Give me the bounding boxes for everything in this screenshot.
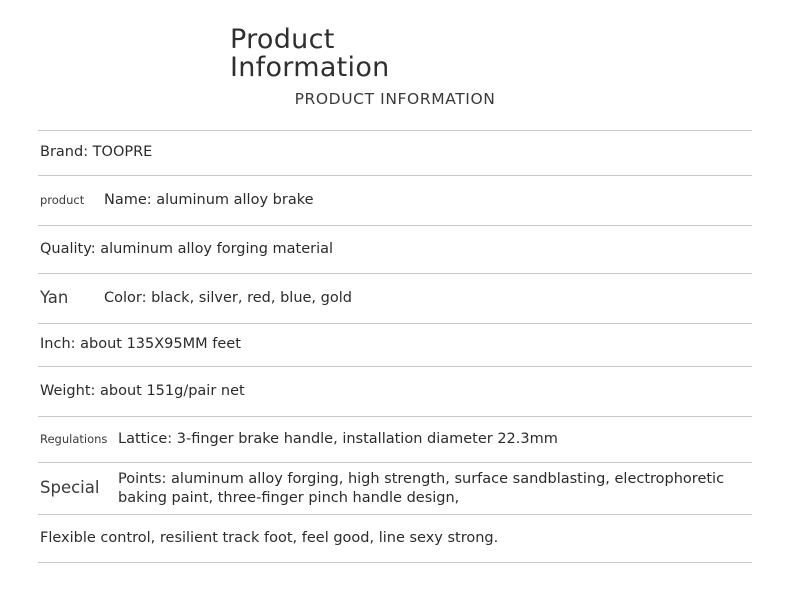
row-value-quality: Quality: aluminum alloy forging material (40, 241, 334, 258)
page-title-line-2: Information (230, 51, 390, 83)
row-value-points: Points: aluminum alloy forging, high strength, surface sandblasting, electrophoretic baking paint, three-finger pinch handle design, (118, 471, 725, 506)
table-row (38, 226, 752, 274)
table-row (38, 417, 752, 463)
row-value-brand: Brand: TOOPRE (40, 144, 153, 161)
specification-table (38, 130, 752, 597)
table-row (38, 515, 752, 563)
row-label-special: Special (40, 478, 100, 498)
row-value-name: Name: aluminum alloy brake (104, 191, 314, 208)
table-row (38, 274, 752, 324)
row-value-weight: Weight: about 151g/pair net (40, 383, 245, 400)
table-row (38, 176, 752, 226)
page-title (230, 26, 560, 81)
page-subtitle: PRODUCT INFORMATION (294, 90, 496, 109)
row-value-inch: Inch: about 135X95MM feet (40, 336, 241, 353)
row-label-regulations: Regulations (40, 432, 108, 447)
page-header (0, 0, 790, 108)
table-row-empty (38, 563, 752, 597)
table-row (38, 324, 752, 367)
table-row (38, 367, 752, 417)
row-label-product: product (40, 193, 85, 208)
row-value-flexible-control: Flexible control, resilient track foot, feel good, line sexy strong. (40, 529, 499, 546)
table-row (38, 131, 752, 176)
row-value-lattice: Lattice: 3-finger brake handle, installation diameter 22.3mm (118, 430, 558, 447)
page-title-line-1: Product (230, 24, 335, 55)
row-label-color: Yan (40, 288, 69, 308)
row-value-color: Color: black, silver, red, blue, gold (104, 289, 352, 306)
table-row (38, 463, 752, 515)
